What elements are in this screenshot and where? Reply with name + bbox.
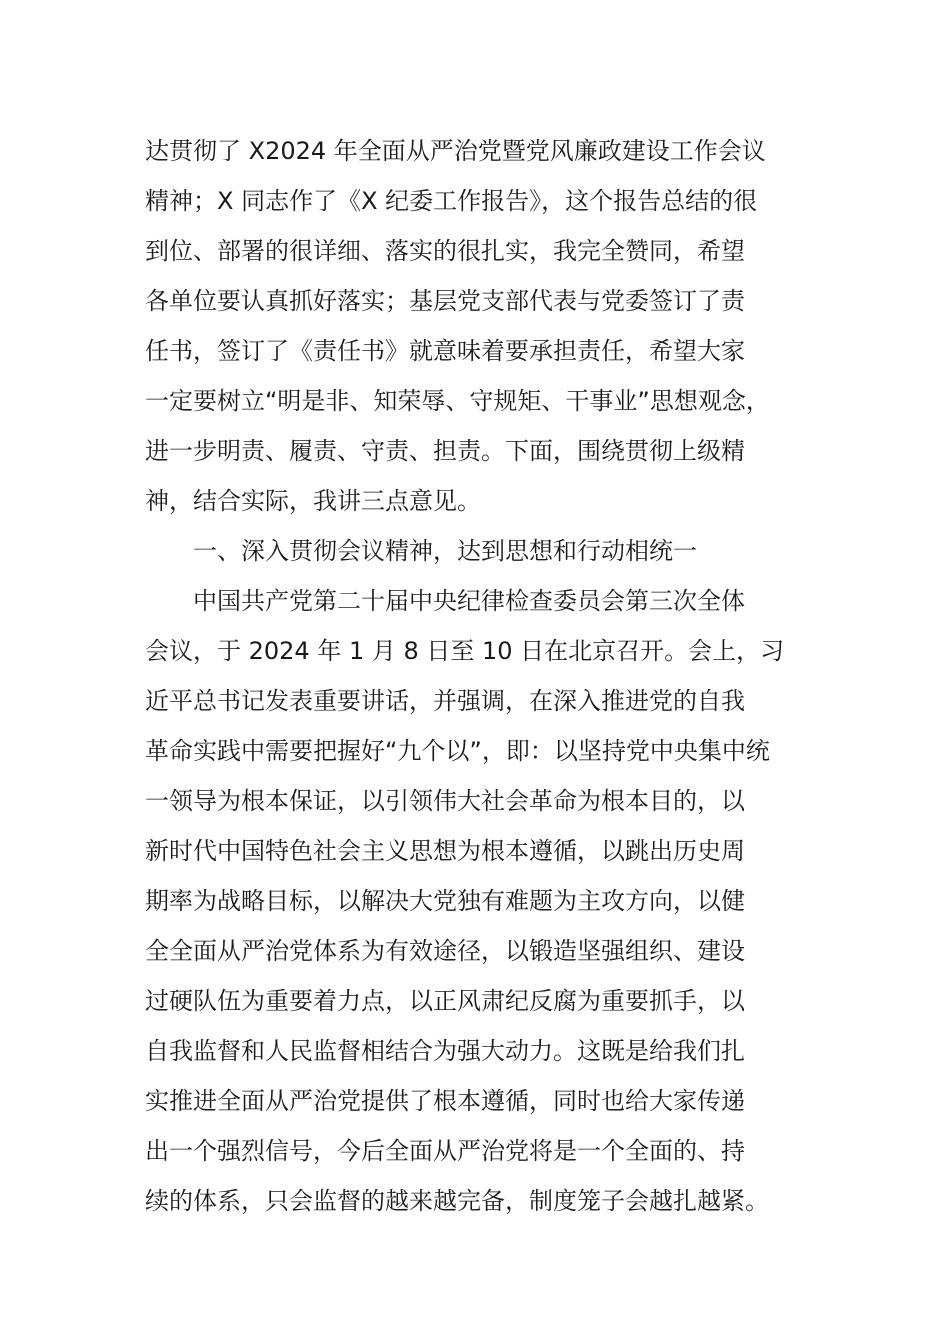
- text-line: 近平总书记发表重要讲话，并强调，在深入推进党的自我: [145, 687, 745, 715]
- text-line: 全全面从严治党体系为有效途径，以锻造坚强组织、建设: [145, 937, 745, 965]
- text-line: 一定要树立“明是非、知荣辱、守规矩、干事业”思想观念，: [145, 387, 770, 415]
- text-line: 中国共产党第二十届中央纪律检查委员会第三次全体: [193, 587, 745, 615]
- text-line: 一领导为根本保证，以引领伟大社会革命为根本目的，以: [145, 787, 745, 815]
- text-line: 会议，于 2024 年 1 月 8 日至 10 日在北京召开。会上，习: [145, 637, 785, 665]
- text-line: 任书，签订了《责任书》就意味着要承担责任，希望大家: [145, 337, 745, 365]
- text-line: 到位、部署的很详细、落实的很扎实，我完全赞同，希望: [145, 237, 745, 265]
- text-line: 续的体系，只会监督的越来越完备，制度笼子会越扎越紧。: [145, 1187, 769, 1215]
- text-line: 自我监督和人民监督相结合为强大动力。这既是给我们扎: [145, 1037, 745, 1065]
- text-line: 期率为战略目标，以解决大党独有难题为主攻方向，以健: [145, 887, 745, 915]
- text-line: 过硬队伍为重要着力点，以正风肃纪反腐为重要抓手，以: [145, 987, 745, 1015]
- text-line: 出一个强烈信号，今后全面从严治党将是一个全面的、持: [145, 1137, 745, 1165]
- text-line: 达贯彻了 X2024 年全面从严治党暨党风廉政建设工作会议: [145, 137, 766, 165]
- text-line: 新时代中国特色社会主义思想为根本遵循，以跳出历史周: [145, 837, 745, 865]
- document-body: [145, 126, 805, 1226]
- text-line: 神，结合实际，我讲三点意见。: [145, 487, 481, 515]
- text-line: 精神；X 同志作了《X 纪委工作报告》，这个报告总结的很: [145, 187, 758, 215]
- text-line: 革命实践中需要把握好“九个以”，即：以坚持党中央集中统: [145, 737, 770, 765]
- text-line: 实推进全面从严治党提供了根本遵循，同时也给大家传递: [145, 1087, 745, 1115]
- text-line: 进一步明责、履责、守责、担责。下面，围绕贯彻上级精: [145, 437, 745, 465]
- text-line: 各单位要认真抓好落实；基层党支部代表与党委签订了责: [145, 287, 745, 315]
- section-heading: 一、深入贯彻会议精神，达到思想和行动相统一: [193, 537, 697, 565]
